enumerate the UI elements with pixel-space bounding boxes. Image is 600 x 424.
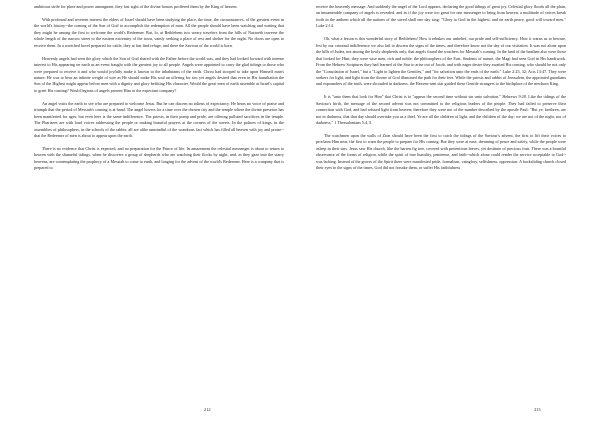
page-number: 213 xyxy=(534,407,541,412)
page-number: 212 xyxy=(204,407,211,412)
paragraph: ambitious strife for place and power amongmen, they lost sight of the divine honors proffered them by the King of heaven. xyxy=(34,4,238,9)
paragraph: Heavenly angels had seen the glory which the Son of God shared with the Father before the world was, and they had looked forward with intense interest to His appearing on earth as an event fraught with the greatest joy to all people. Angels were appointed to carry the glad tidings to those who were prepared to receive it and who would joyfully make it known to the inhabitants of the earth. Christ had stooped to take upon Himself man's nature; He was to bear an infinite weight of woe as He should make His soul an offering for sin; yet angels desired that even in His humiliation the Son of the Highest might appear before men with a dignity and glory befitting His character. Would the great men of earth assemble at Israel's capital to greet His coming? Would legions of angels present Him to the expectant company? xyxy=(34,55,284,93)
paragraph: With profound and reverent interest the elders of Israel should have been studying the place, the time, the circumstances, of the greatest event in the world's history--the coming of the Son of God to accomplish the redemption of man. All the people should have been watching and waiting that they might be among the first to welcome the world's Redeemer. But, lo, at Bethlehem two weary travelers from the hills of Nazareth traverse the whole length of the narrow street to the eastern extremity of the town, vainly seeking a place of rest and shelter for the night. No doors are open to receive them. In a wretched hovel prepared for cattle, they at last find refuge, and there the Saviour of the world is born. xyxy=(34,16,284,48)
paragraph: There is no evidence that Christ is expected, and no preparation for the Prince of life. In amazement the celestial messenger is about to return to heaven with the shameful tidings, when he discovers a group of shepherds who are watching their flocks by night, and, as they gaze into the starry heavens, are contemplating the prophecy of a Messiah to come to earth, and longing for the advent of the world's Redeemer. Here is a company that is prepared to xyxy=(34,145,284,171)
paragraph: It is "unto them that look for Him" that Christ is to "appear the second time without sin unto salvation." Hebrews 9:28. Like the tidings of the Saviour's birth, the message of the second advent was not committed to the religious leaders of the people. They had failed to preserve their connection with God, and had refused light from heaven; therefore they were not of the number described by the apostle Paul: "But ye, brethren, are not in darkness, that that day should overtake you as a thief. Ye are all the children of light, and the children of the day: we are not of the night, nor of darkness." 1 Thessalonians 5:4, 5. xyxy=(316,94,566,126)
left-page-text xyxy=(34,4,284,172)
right-page-text xyxy=(316,4,566,172)
paragraph: The watchmen upon the walls of Zion should have been the first to catch the tidings of the Saviour's advent, the first to lift their voices to proclaim Him near, the first to warn the people to prepare for His coming. But they were at ease, dreaming of peace and safety, while the people were asleep in their sins. Jesus saw His church, like the barren fig tree, covered with pretentious leaves, yet destitute of precious fruit. There was a boastful observance of the forms of religion, while the spirit of true humility, penitence, and faith--which alone could render the service acceptable to God--was lacking. Instead of the graces of the Spirit there were manifested pride, formalism, vainglory, selfishness, oppression. A backsliding church closed their eyes to the signs of the times. God did not forsake them, or suffer His faithfulness xyxy=(316,133,566,171)
paragraph: An angel visits the earth to see who are prepared to welcome Jesus. But he can discern no tokens of expectancy. He hears no voice of praise and triumph that the period of Messiah's coming is at hand. The angel hovers for a time over the chosen city and the temple where the divine presence has been manifested for ages; but even here is the same indifference. The priests, in their pomp and pride, are offering polluted sacrifices in the temple. The Pharisees are with loud voices addressing the people or making boastful prayers at the corners of the streets. In the palaces of kings, in the assemblies of philosophers, in the schools of the rabbis, all are alike unmindful of the wondrous fact which has filled all heaven with joy and praise--that the Redeemer of men is about to appear upon the earth. xyxy=(34,100,284,139)
paragraph: Oh, what a lesson is this wonderful story of Bethlehem! How it rebukes our unbelief, our pride and self-sufficiency. How it warns us to beware, lest by our criminal indifference we also fail to discern the signs of the times, and therefore know not the day of our visitation. It was not alone upon the hills of Judea, not among the lowly shepherds only, that angels found the watchers for Messiah's coming. In the land of the heathen also were those that looked for Him; they were wise men, rich and noble, the philosophers of the East. Students of nature, the Magi had seen God in His handiwork. From the Hebrew Scriptures they had learned of the Star to arise out of Jacob, and with eager desire they awaited His coming, who should be not only the "Consolation of Israel," but a "Light to lighten the Gentiles," and "for salvation unto the ends of the earth." Luke 2:25, 32; Acts 13:47. They were seekers for light, and light from the throne of God illumined the path for their feet. While the priests and rabbis of Jerusalem, the appointed guardians and expounders of the truth, were shrouded in darkness, the Heaven-sent star guided these Gentile strangers to the birthplace of the newborn King. xyxy=(316,36,566,87)
right-page xyxy=(300,0,600,424)
paragraph: receive the heavenly message. And suddenly the angel of the Lord appears, declaring the good tidings of great joy. Celestial glory floods all the plain, an innumerable company of angels is revealed, and as if the joy were too great for one messenger to bring from heaven, a multitude of voices break forth in the anthem which all the nations of the saved shall one day sing: "Glory to God in the highest, and on earth peace, good will toward men." Luke 2:14. xyxy=(316,4,566,29)
